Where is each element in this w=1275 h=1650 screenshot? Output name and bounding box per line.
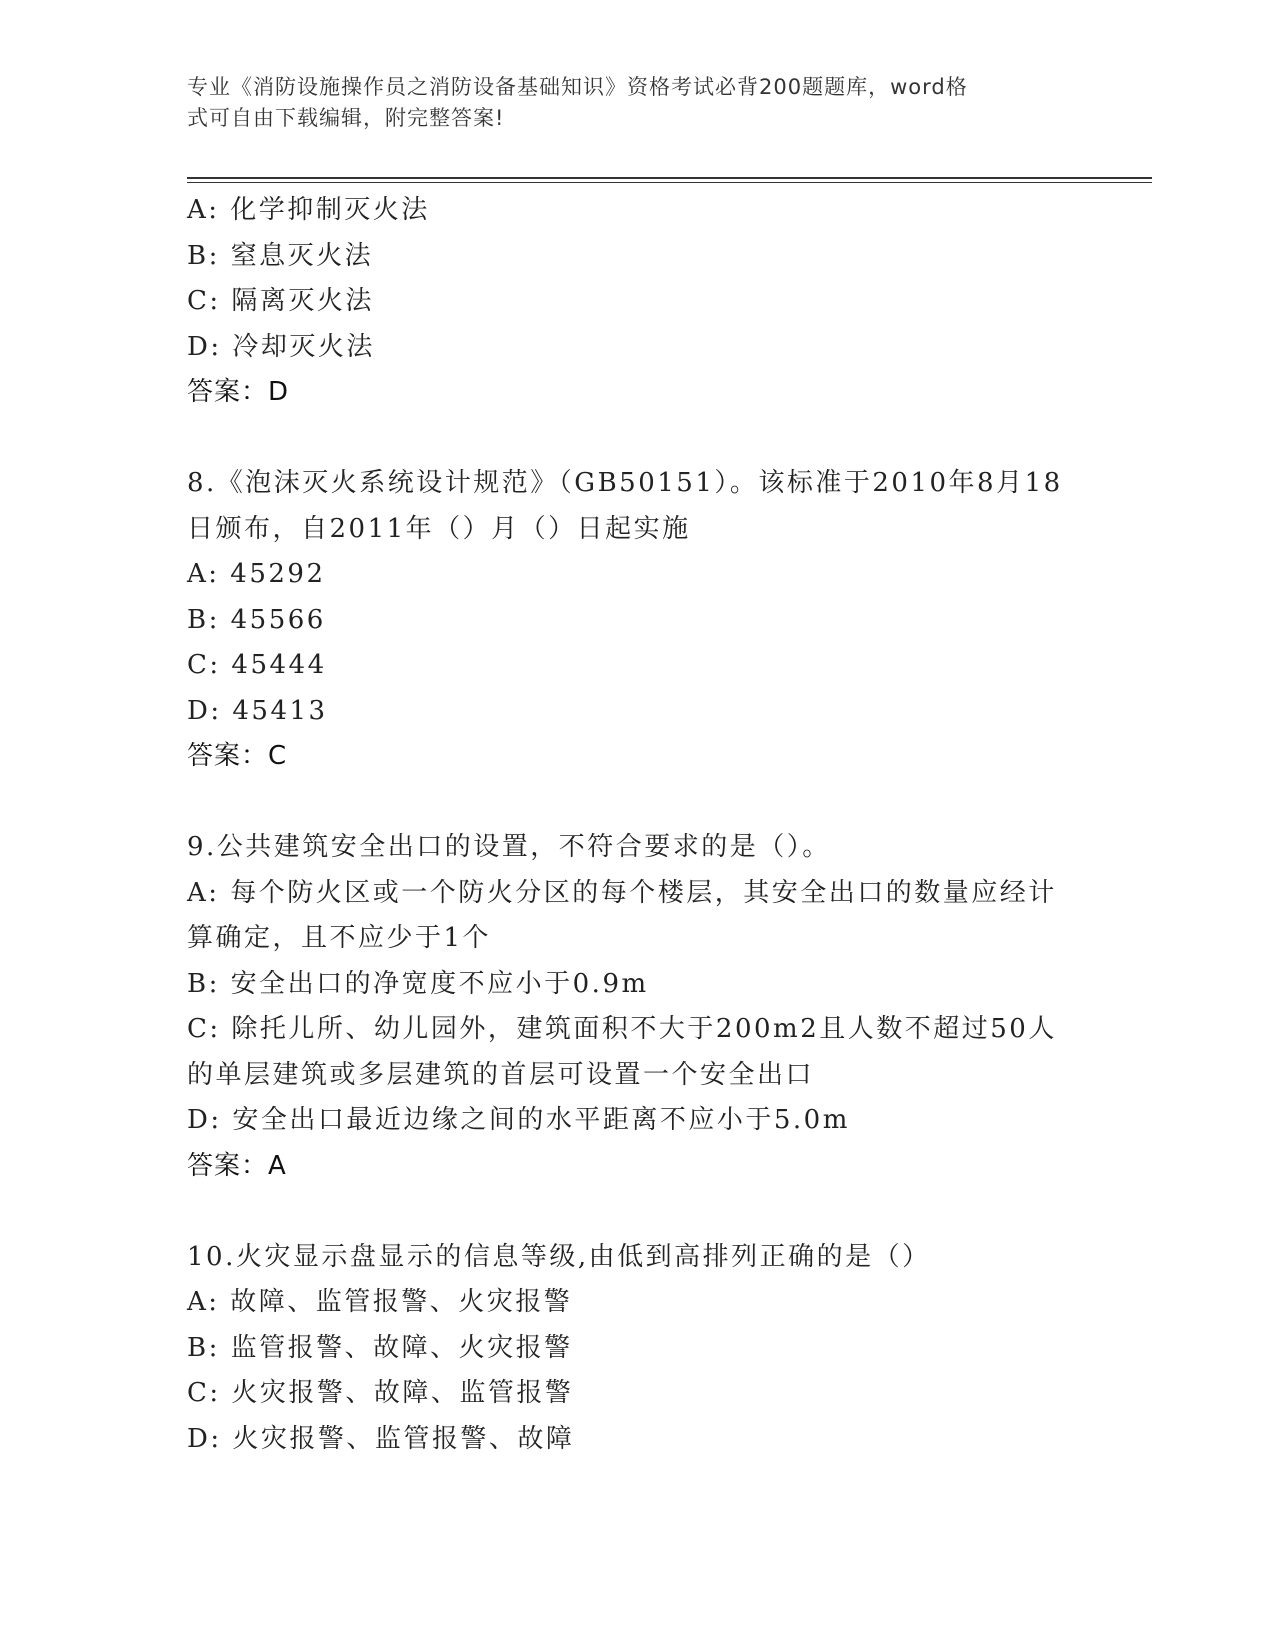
option-d: D: 45413 [187,695,328,726]
option-a: A: 每个防火区或一个防火分区的每个楼层，其安全出口的数量应经计 [187,877,1057,908]
spacer [187,780,1087,826]
header-divider-thick [187,177,1152,179]
spacer [187,1189,1087,1235]
option-c-continued: 的单层建筑或多层建筑的首层可设置一个安全出口 [187,1059,815,1090]
spacer [187,416,1087,462]
option-c: C: 隔离灭火法 [187,286,374,316]
option-c: C: 火灾报警、故障、监管报警 [187,1378,574,1408]
option-a: A: 45292 [187,559,326,589]
question-stem: 9.公共建筑安全出口的设置，不符合要求的是（）。 [187,832,831,862]
header-divider-thin [187,182,1152,183]
question-stem-continued: 日颁布，自2011年（）月（）日起实施 [187,513,691,544]
question-10 [187,1235,1087,1463]
question-9 [187,825,1087,1189]
option-d: D: 火灾报警、监管报警、故障 [187,1423,575,1454]
header-line-1: 专业《消防设施操作员之消防设备基础知识》资格考试必背200题题库，word格 [187,75,968,99]
answer-line: 答案：C [187,741,288,771]
question-stem: 8.《泡沫灭火系统设计规范》（GB50151）。该标准于2010年8月18 [187,468,1063,498]
option-c: C: 45444 [187,650,327,680]
option-b: B: 安全出口的净宽度不应小于0.9m [187,968,649,999]
option-a-continued: 算确定，且不应少于1个 [187,923,492,953]
option-d: D: 冷却灭火法 [187,331,375,362]
question-list [187,188,1087,1462]
option-b: B: 窒息灭火法 [187,240,374,271]
option-c: C: 除托儿所、幼儿园外，建筑面积不大于200m2且人数不超过50人 [187,1014,1057,1044]
option-a: A: 化学抑制灭火法 [187,195,430,225]
option-b: B: 45566 [187,604,326,635]
question-7-options [187,188,1087,416]
option-d: D: 安全出口最近边缘之间的水平距离不应小于5.0m [187,1105,850,1135]
question-8 [187,461,1087,780]
document-header [187,72,1067,134]
option-b: B: 监管报警、故障、火灾报警 [187,1332,573,1363]
header-line-2: 式可自由下载编辑，附完整答案! [187,106,505,130]
question-stem: 10.火灾显示盘显示的信息等级,由低到高排列正确的是（） [187,1241,931,1272]
answer-line: 答案：A [187,1150,287,1181]
option-a: A: 故障、监管报警、火灾报警 [187,1287,573,1317]
answer-line: 答案：D [187,377,290,407]
